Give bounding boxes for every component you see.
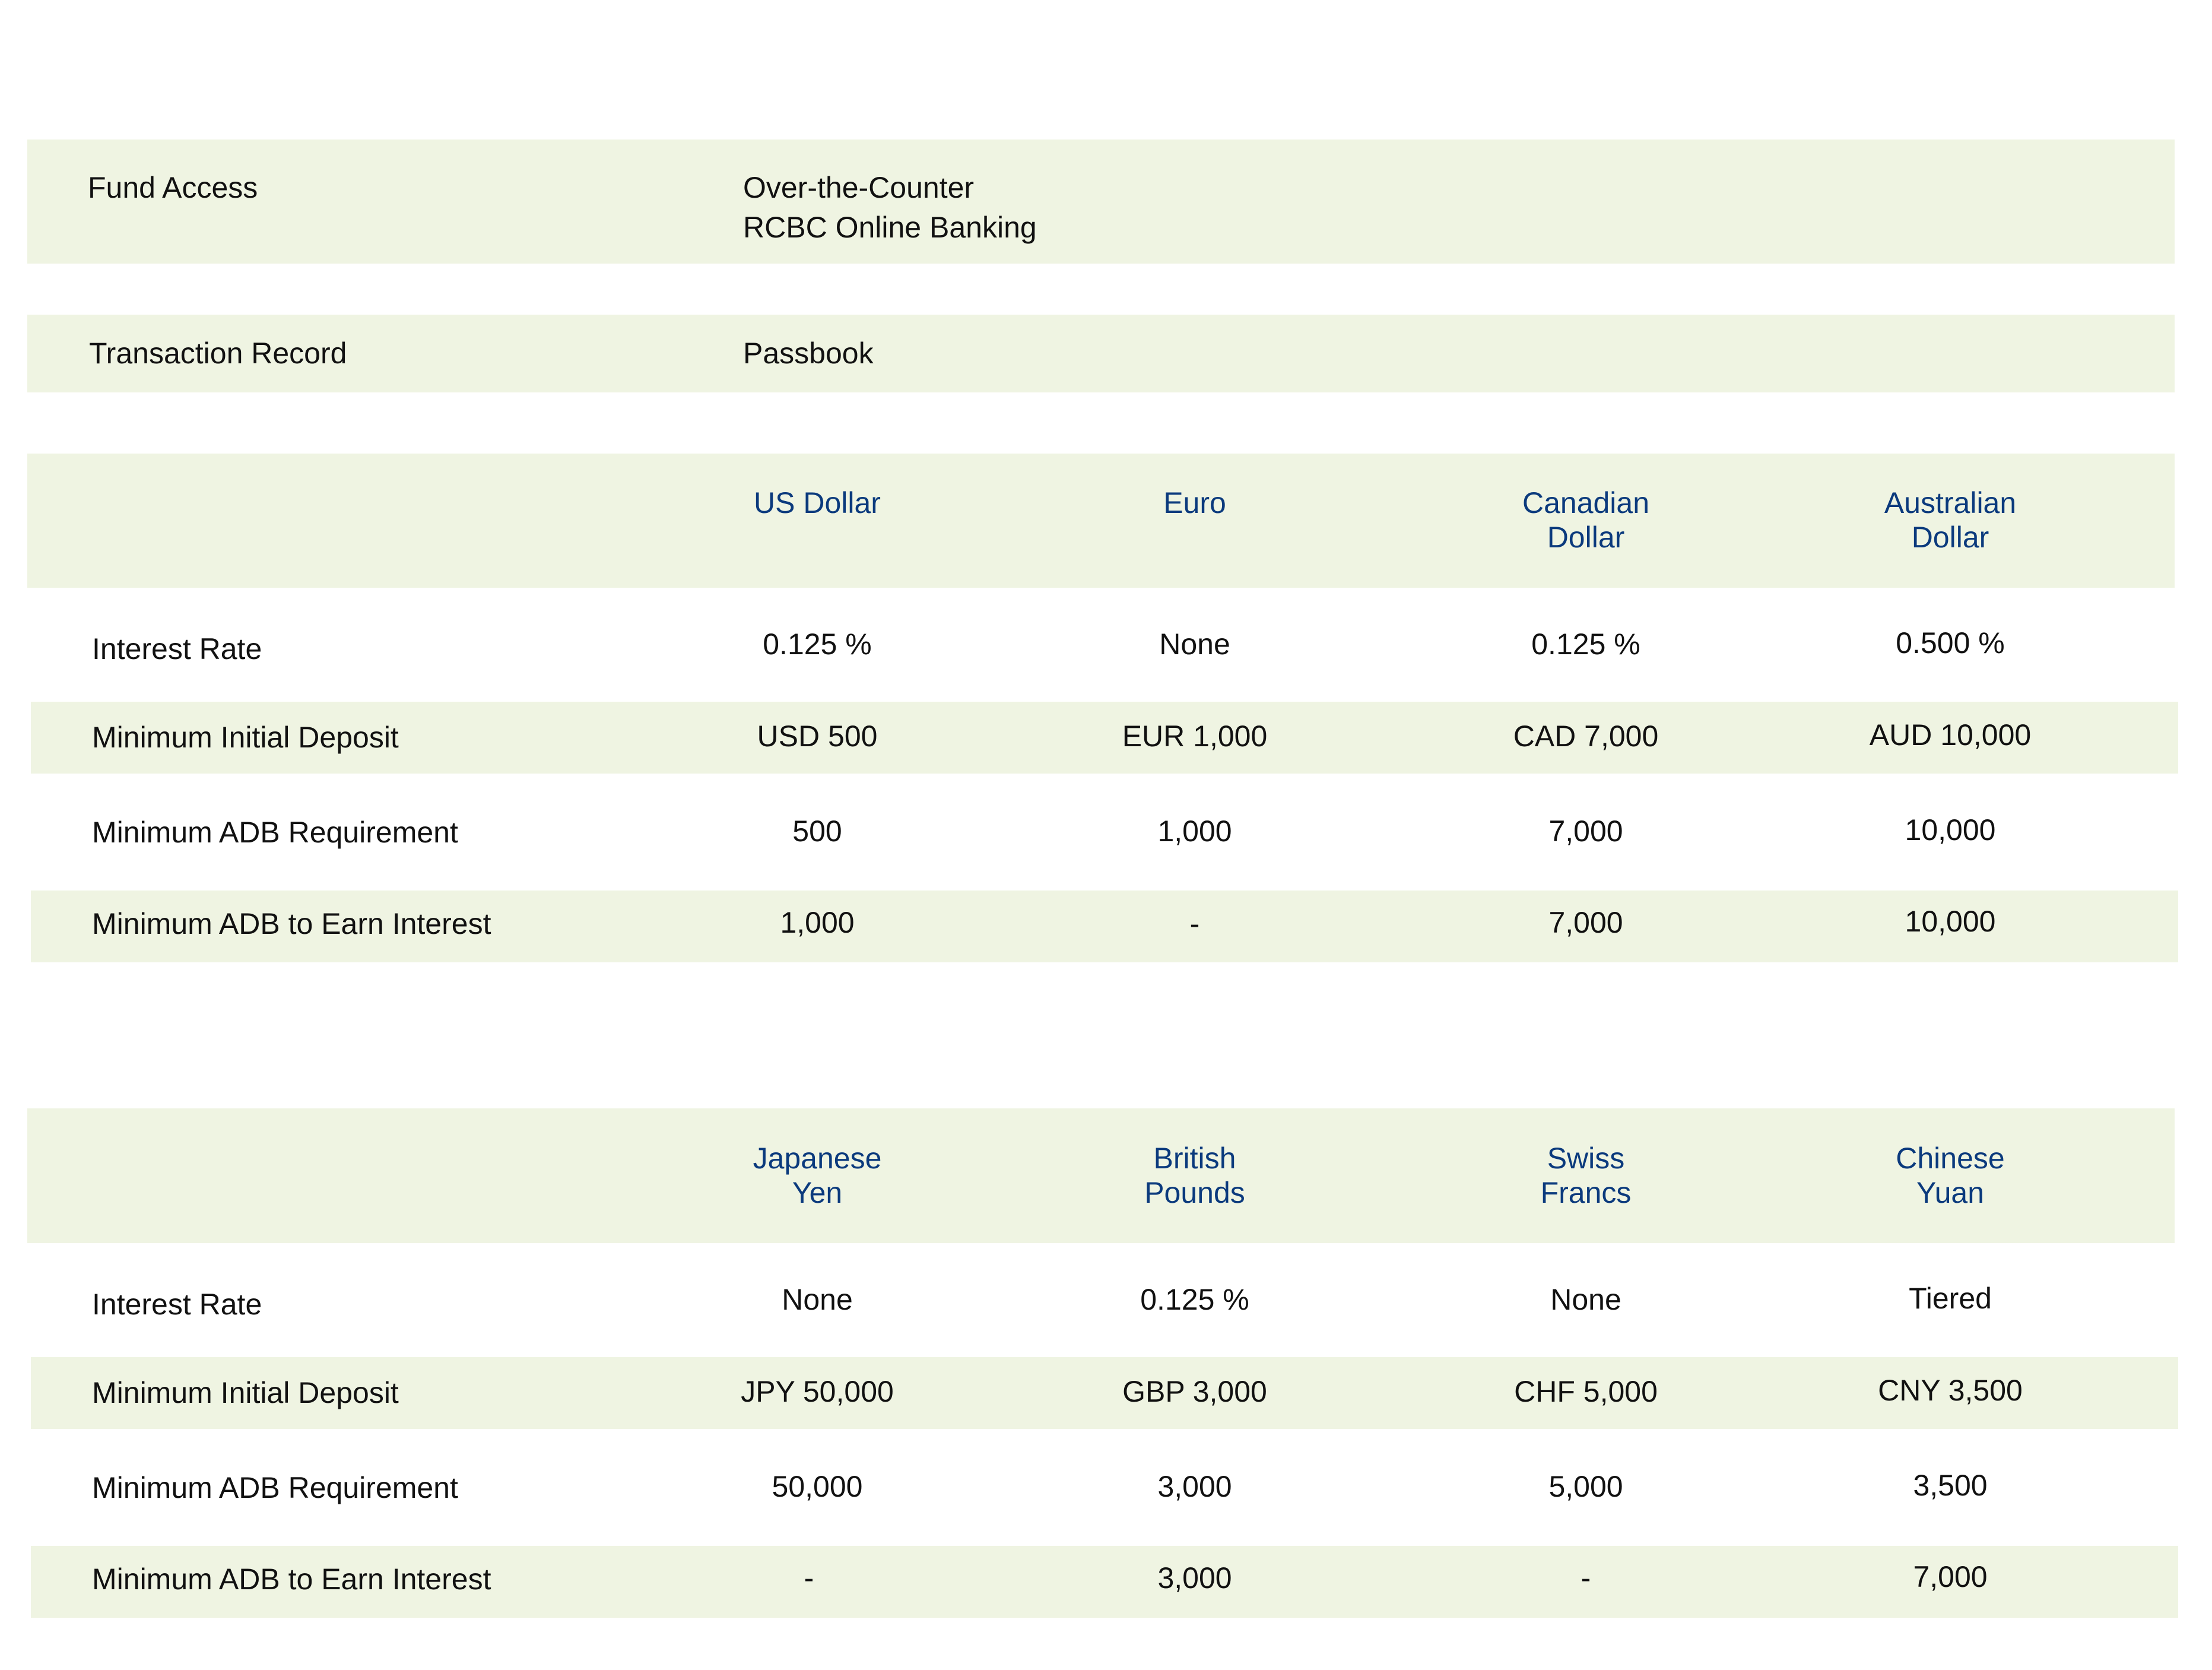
table-1-row-label-min-adb-earn-interest: Minimum ADB to Earn Interest [92,907,491,940]
table-1-cell: 7,000 [1548,906,1623,939]
table-2-cell: 3,000 [1157,1470,1232,1503]
table-1-header-aud [1772,486,2128,554]
table-2-row-label-min-adb-requirement: Minimum ADB Requirement [92,1471,458,1504]
table-1-cell: AUD 10,000 [1869,718,2032,752]
header-line: Euro [1163,486,1226,519]
table-1-cell: 7,000 [1548,815,1623,848]
fund-access-row [27,140,2175,264]
header-line: Dollar [1911,521,1989,554]
table-2-cell: None [1550,1283,1621,1316]
table-1-header-cad [1408,486,1764,554]
table-2-cell: Tiered [1909,1282,1992,1315]
table-2-cell: 50,000 [772,1470,863,1503]
table-2-cell: 3,000 [1157,1561,1232,1595]
table-2-cell: 7,000 [1913,1560,1988,1593]
header-line: Yuan [1916,1176,1984,1209]
table-2-cell: 0.125 % [1140,1283,1249,1316]
fund-access-label: Fund Access [88,171,258,204]
table-2-row-label-interest-rate: Interest Rate [92,1288,262,1321]
table-1-cell: EUR 1,000 [1122,720,1268,753]
table-2-row-label-min-initial-deposit: Minimum Initial Deposit [92,1376,399,1409]
table-1-cell: 10,000 [1905,813,1996,847]
table-1-header-usd [639,486,995,520]
table-1-cell: 1,000 [780,906,855,939]
header-line: Chinese [1896,1142,2005,1175]
table-2-cell: JPY 50,000 [741,1375,894,1408]
table-1-cell: USD 500 [757,720,878,753]
table-1-cell: 500 [792,815,842,848]
table-2-header-jpy [639,1141,995,1210]
table-1-cell: None [1159,628,1230,661]
table-2-cell: CHF 5,000 [1514,1375,1658,1408]
table-2-cell: - [804,1561,814,1595]
header-line: Yen [792,1176,843,1209]
header-line: Dollar [1547,521,1625,554]
table-1-cell: CAD 7,000 [1513,720,1659,753]
header-line: Francs [1540,1176,1632,1209]
table-1-cell: 1,000 [1157,815,1232,848]
fund-access-value-counter: Over-the-Counter [743,171,975,204]
header-line: Australian [1884,486,2017,519]
table-1-row-label-min-initial-deposit: Minimum Initial Deposit [92,721,399,754]
table-1-row-label-min-adb-requirement: Minimum ADB Requirement [92,816,458,849]
transaction-record-label: Transaction Record [89,337,347,370]
header-line: Japanese [753,1142,882,1175]
table-2-row-label-min-adb-earn-interest: Minimum ADB to Earn Interest [92,1563,491,1596]
header-line: Canadian [1522,486,1650,519]
table-1-row-label-interest-rate: Interest Rate [92,632,262,666]
table-2-cell: - [1581,1561,1591,1595]
header-line: Pounds [1144,1176,1245,1209]
table-1-cell: 0.125 % [1531,628,1640,661]
table-2-cell: None [782,1283,853,1316]
table-1-header-eur [1017,486,1373,520]
table-2-cell: 5,000 [1548,1470,1623,1503]
table-1-cell: 0.500 % [1896,626,2005,660]
header-line: US Dollar [754,486,881,519]
transaction-record-row [27,315,2175,392]
header-line: British [1153,1142,1236,1175]
table-2-cell: 3,500 [1913,1469,1988,1502]
table-2-cell: GBP 3,000 [1122,1375,1267,1408]
transaction-record-value: Passbook [743,337,874,370]
table-1-cell: 0.125 % [763,628,872,661]
table-2-header-gbp [1017,1141,1373,1210]
header-line: Swiss [1547,1142,1625,1175]
table-1-cell: - [1189,907,1200,940]
table-2-header-chf [1408,1141,1764,1210]
table-1-cell: 10,000 [1905,905,1996,938]
fund-access-value-online: RCBC Online Banking [743,211,1037,244]
table-2-header-cny [1772,1141,2128,1210]
table-2-cell: CNY 3,500 [1878,1374,2023,1407]
